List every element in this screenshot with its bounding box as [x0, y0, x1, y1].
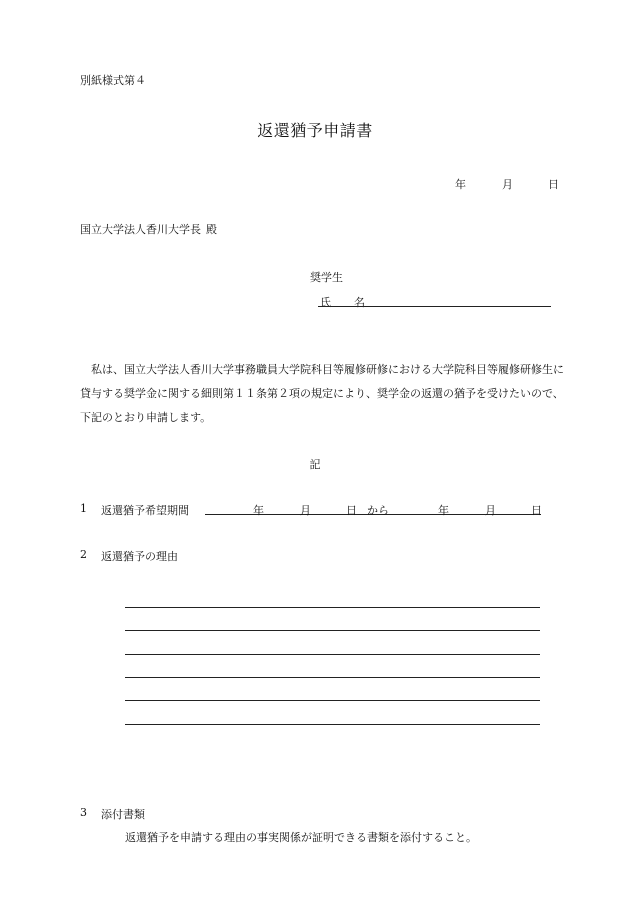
item-2-label: 返還猶予の理由	[101, 550, 178, 563]
page-title: 返還猶予申請書	[257, 121, 373, 140]
date-day-label: 日	[548, 178, 559, 191]
item-3-number: 3	[80, 806, 87, 819]
period-from-year-label: 年	[253, 504, 264, 517]
addressee-honorific: 殿	[206, 223, 217, 236]
ki-heading: 記	[309, 458, 321, 471]
item-2-number: 2	[80, 548, 87, 561]
item-3-label: 添付書類	[101, 808, 145, 821]
reason-line[interactable]	[125, 724, 540, 725]
reason-line[interactable]	[125, 630, 540, 631]
item-1-label: 返還猶予希望期間	[101, 504, 189, 517]
period-to-month-label: 月	[485, 504, 496, 517]
period-from-month-label: 月	[300, 504, 311, 517]
date-month-label: 月	[502, 178, 513, 191]
period-to-year-label: 年	[438, 504, 449, 517]
name-label-second: 名	[354, 296, 365, 309]
form-number: 別紙様式第４	[80, 74, 146, 87]
period-from-day-label: 日	[346, 504, 357, 517]
attachment-note: 返還猶予を申請する理由の事実関係が証明できる書類を添付すること。	[125, 831, 477, 844]
name-label-first: 氏	[320, 296, 331, 309]
name-signature-line[interactable]	[318, 306, 551, 307]
reason-line[interactable]	[125, 677, 540, 678]
reason-line[interactable]	[125, 607, 540, 608]
body-text: 私は、国立大学法人香川大学事務職員大学院科目等履修研修における大学院科目等履修研修生に貸与する奨学金に関する細則第１１条第２項の規定により、奨学金の返還の猶予を受けたいので、下記のとおり申請します。	[80, 363, 564, 424]
reason-line[interactable]	[125, 700, 540, 701]
date-year-label: 年	[455, 178, 466, 191]
reason-line[interactable]	[125, 654, 540, 655]
item-1-number: 1	[80, 502, 87, 515]
applicant-role: 奨学生	[310, 271, 343, 284]
period-kara-label: から	[367, 504, 389, 517]
addressee-name: 国立大学法人香川大学長	[80, 223, 201, 236]
period-to-day-label: 日	[531, 504, 542, 517]
